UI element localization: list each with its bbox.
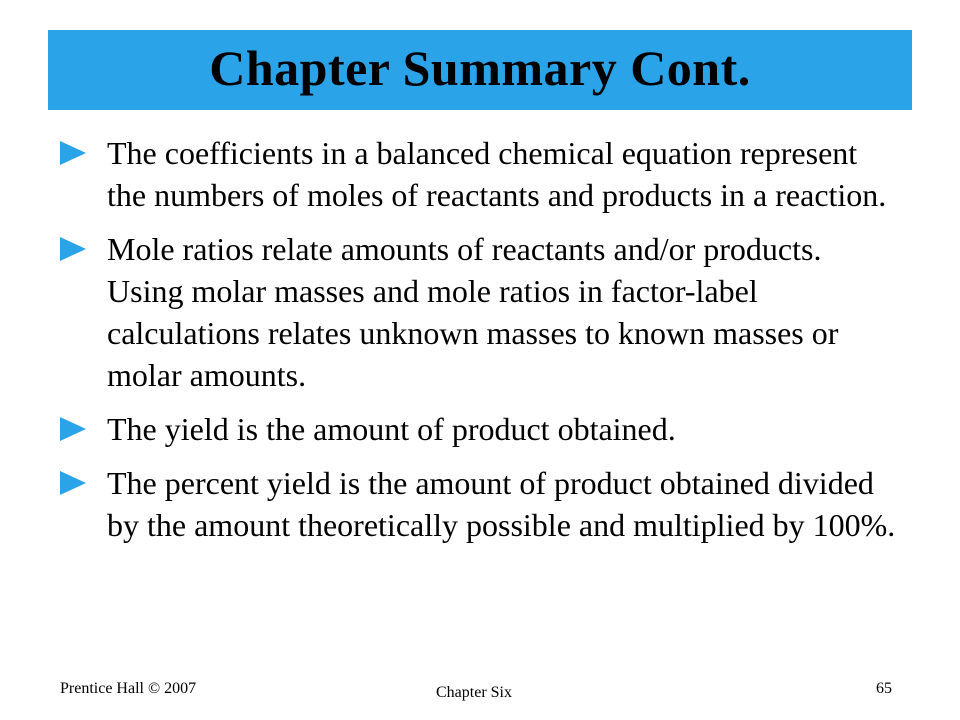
right-pointer-icon [60,471,86,495]
bullet-list [60,132,900,558]
title-bar [48,30,912,110]
bullet-text: The yield is the amount of product obtained. [107,411,676,447]
bullet-text: The coefficients in a balanced chemical equation represent the numbers of moles of reactants and products in a reaction. [107,135,887,213]
page-number: 65 [876,680,892,697]
bullet-text: The percent yield is the amount of product obtained divided by the amount theoretically possible and multiplied by 100%. [107,465,896,543]
right-pointer-icon [60,417,86,441]
bullet-item [60,132,900,216]
bullet-item [60,462,900,546]
right-pointer-icon [60,237,86,261]
bullet-item [60,408,900,450]
slide-title: Chapter Summary Cont. [209,40,751,96]
bullet-item [60,228,900,396]
bullet-text: Mole ratios relate amounts of reactants and/or products. Using molar masses and mole ratios in factor-label calculations relates unknown masses to known masses or molar amounts. [107,231,839,393]
right-pointer-icon [60,141,86,165]
footer-chapter: Chapter Six [436,684,512,701]
footer-copyright: Prentice Hall © 2007 [60,680,197,697]
